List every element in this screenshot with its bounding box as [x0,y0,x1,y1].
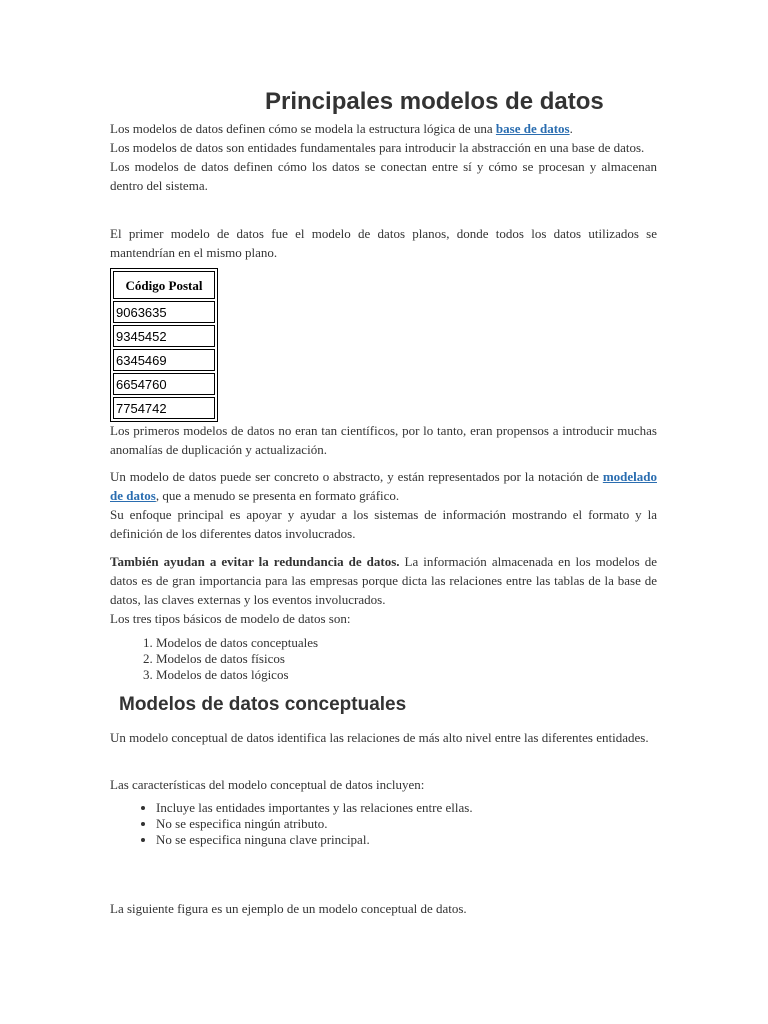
intro-paragraph-1 [110,119,657,138]
zip-table-cell: 7754742 [113,397,215,419]
redundancia-section [110,552,657,628]
tipos-paragraph: Los tres tipos básicos de modelo de datos son: [110,611,351,626]
redundancia-bold: También ayudan a evitar la redundancia de datos. [110,554,400,569]
notation-section [110,467,657,543]
zip-table-cell: 9345452 [113,325,215,347]
zip-table-header: Código Postal [113,271,215,299]
zip-table-cell: 6654760 [113,373,215,395]
redundancia-text: La información almacenada en los modelos de datos es de gran importancia para las empresas porque dicta las relaciones entre las tablas de la base de datos, las claves externas y los eventos involucrados. [110,554,658,607]
list-item: 3. Modelos de datos lógicos [156,667,703,683]
primeros-paragraph: Los primeros modelos de datos no eran tan científicos, por lo tanto, eran propensos a introducir muchas anomalías de duplicación y actualización. [110,423,657,457]
section-heading: Modelos de datos conceptuales [119,694,407,715]
conceptual-paragraph: Un modelo conceptual de datos identifica las relaciones de más alto nivel entre las diferentes entidades. [110,730,649,745]
intro-paragraph-2: Los modelos de datos son entidades fundamentales para introducir la abstracción en una base de datos. [110,140,645,155]
tipos-list [110,635,703,683]
page-title: Principales modelos de datos [265,88,604,115]
caracteristicas-paragraph: Las características del modelo conceptual de datos incluyen: [110,777,425,792]
planos-paragraph: El primer modelo de datos fue el modelo de datos planos, donde todos los datos utilizados se mantendrían en el mismo plano. [110,226,657,260]
intro-paragraph-3: Los modelos de datos definen cómo los datos se conectan entre sí y cómo se procesan y almacenan dentro del sistema. [110,159,657,193]
zip-table-cell: 9063635 [113,301,215,323]
base-de-datos-link[interactable]: base de datos [495,121,570,136]
enfoque-paragraph: Su enfoque principal es apoyar y ayudar a los sistemas de información mostrando el formato y la definición de los diferentes datos involucrados. [110,507,657,541]
figura-paragraph: La siguiente figura es un ejemplo de un modelo conceptual de datos. [110,901,467,916]
list-item: • Incluye las entidades importantes y las relaciones entre ellas. [156,800,703,816]
concreto-text: Un modelo de datos puede ser concreto o abstracto, y están representados por la notación de [110,469,603,484]
modelado-de-datos-link[interactable]: modelado de datos [110,469,657,503]
concreto-text-end: , que a menudo se presenta en formato gráfico. [155,488,400,503]
zip-code-table [110,268,218,422]
list-item: 2. Modelos de datos físicos [156,651,703,667]
intro-text: Los modelos de datos definen cómo se modela la estructura lógica de una [110,121,496,136]
caracteristicas-list [110,800,703,848]
list-item: • No se especifica ningún atributo. [156,816,703,832]
concreto-paragraph [110,467,657,505]
intro-punct: . [569,121,573,136]
list-item: • No se especifica ninguna clave principal. [156,832,703,848]
list-item: 1. Modelos de datos conceptuales [156,635,703,651]
zip-table-cell: 6345469 [113,349,215,371]
intro-section [110,119,657,195]
redundancia-paragraph [110,552,657,609]
